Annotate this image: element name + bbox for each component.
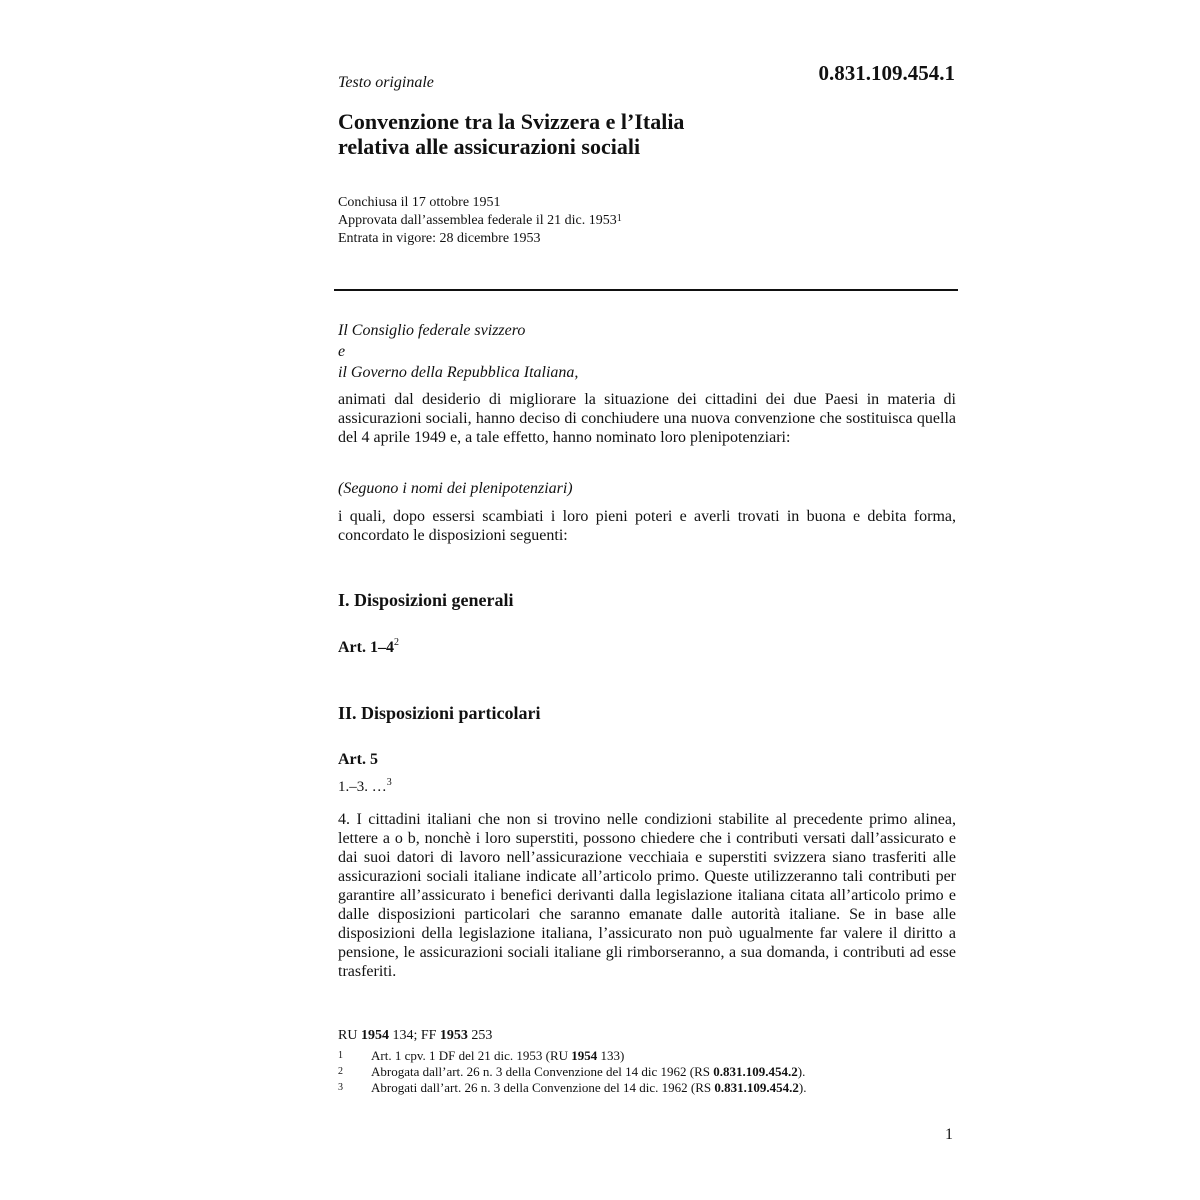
approved-date-text: Approvata dall’assemblea federale il 21 dic. 1953 (338, 213, 617, 228)
section-heading-particular: II. Disposizioni particolari (338, 703, 541, 723)
footnote (338, 1081, 956, 1095)
footnote-bold: 0.831.109.454.2 (713, 1064, 798, 1079)
article-1-4-label: Art. 1–4 (338, 639, 394, 656)
source-ru-prefix: RU (338, 1028, 361, 1043)
footnote-ref-3[interactable]: 3 (386, 777, 392, 788)
footnote-text-end: 133) (597, 1048, 625, 1063)
page-number: 1 (945, 1126, 953, 1143)
document-title (338, 109, 956, 159)
header-divider (334, 289, 958, 291)
article-1-4-heading (338, 639, 956, 657)
footnote-bold: 0.831.109.454.2 (714, 1080, 799, 1095)
source-ff-page: 253 (467, 1028, 493, 1043)
preamble-paragraph-3: i quali, dopo essersi scambiati i loro pieni poteri e averli trovati in buona e debita forma, concordato le disposizioni seguenti: (338, 508, 956, 544)
party-switzerland: Il Consiglio federale svizzero (338, 322, 526, 339)
sr-number: 0.831.109.454.1 (818, 61, 955, 85)
article-5-paragraphs-1-3 (338, 779, 956, 796)
footnote (338, 1049, 956, 1063)
footnote-text: Art. 1 cpv. 1 DF del 21 dic. 1953 (RU (371, 1048, 572, 1063)
preamble-paragraph-2: (Seguono i nomi dei plenipotenziari) (338, 480, 573, 497)
approved-date (338, 212, 956, 230)
footnote-number: 2 (338, 1066, 343, 1077)
contracting-parties (338, 320, 956, 383)
footnote (338, 1065, 956, 1079)
footnote-number: 1 (338, 1050, 343, 1061)
footnote-ref-1[interactable]: 1 (616, 213, 622, 224)
source-ru-year: 1954 (360, 1028, 389, 1043)
footnote-bold: 1954 (571, 1048, 598, 1063)
title-line-1: Convenzione tra la Svizzera e l’Italia (338, 109, 685, 134)
article-5-paragraphs-1-3-text: 1.–3. … (338, 779, 387, 795)
section-heading-general: I. Disposizioni generali (338, 590, 514, 610)
footnote-text: Abrogati dall’art. 26 n. 3 della Convenzione del 14 dic. 1962 (RS (371, 1080, 715, 1095)
footnote-ref-2[interactable]: 2 (393, 637, 399, 648)
in-force-date: Entrata in vigore: 28 dicembre 1953 (338, 231, 541, 246)
footnote-text-end: ). (797, 1064, 806, 1079)
party-conjunction: e (338, 343, 346, 360)
source-ff-year: 1953 (439, 1028, 468, 1043)
party-italy: il Governo della Repubblica Italiana, (338, 364, 579, 381)
footnote-text-end: ). (798, 1080, 807, 1095)
footnote-number: 3 (338, 1082, 343, 1093)
title-line-2: relativa alle assicurazioni sociali (338, 134, 641, 159)
concluded-date: Conchiusa il 17 ottobre 1951 (338, 195, 501, 210)
article-5-heading: Art. 5 (338, 751, 378, 768)
source-ru-page: 134; FF (388, 1028, 440, 1043)
footnote-text: Abrogata dall’art. 26 n. 3 della Convenzione del 14 dic 1962 (RS (371, 1064, 714, 1079)
preamble-paragraph-1: animati dal desiderio di migliorare la situazione dei cittadini dei due Paesi in materia di assicurazioni sociali, hanno deciso di conchiudere una nuova convenzione che sostituisca quella del 4 aprile 1949 e, a tale effetto, hanno nominato loro plenipotenziari: (338, 391, 956, 446)
document-metadata (338, 194, 956, 248)
original-text-label: Testo originale (338, 74, 434, 91)
article-5-paragraph-4: 4. I cittadini italiani che non si trovino nelle condizioni stabilite al precedente primo alinea, lettere a o b, nonchè i loro superstiti, possono chiedere che i contributi versati dall’assicurato e dai suoi datori di lavoro nell’assicurazione vecchiaia e superstiti svizzera siano trasferiti alle assicurazioni sociali italiane indicate all’articolo primo. Queste utilizzeranno tali contributi per garantire all’assicurato i benefici derivanti dalla legislazione italiana citata all’articolo primo e dalle disposizioni particolari che saranno emanate dalle autorità italiane. Se in base alle disposizioni della legislazione italiana, l’assicurato non può ugualmente far valere il diritto a pensione, le assicurazioni sociali italiane gli rimborseranno, a sua domanda, i contributi ad esse trasferiti. (338, 811, 956, 980)
source-reference (338, 1028, 956, 1044)
